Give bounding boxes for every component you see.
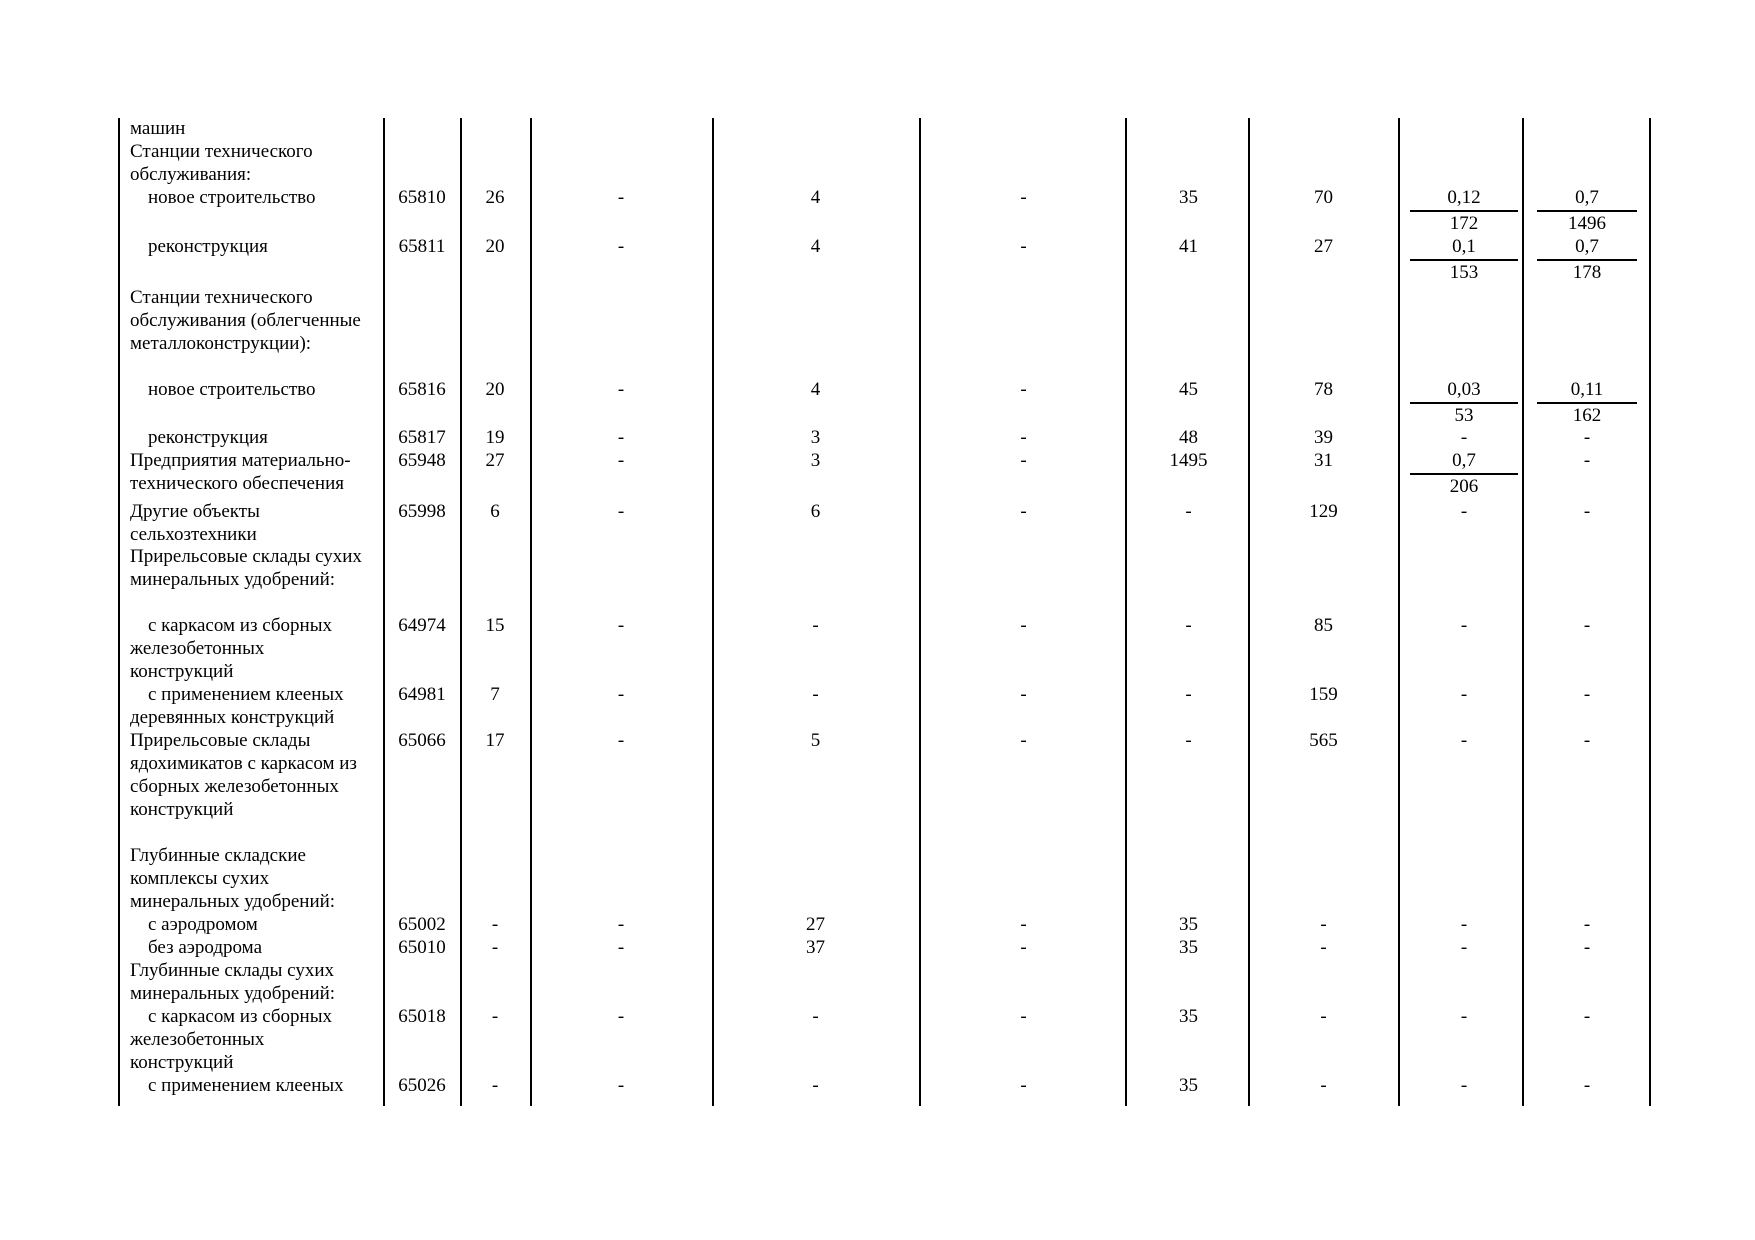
value-cell: - [1020, 937, 1027, 958]
value-cell: - [1460, 501, 1468, 522]
code-cell: 65002 [398, 914, 446, 935]
table-column-rule [383, 118, 385, 1106]
row-name: с каркасом из сборных железобетонных конструкций [130, 615, 332, 682]
value-cell: - [812, 1075, 819, 1096]
fraction-numerator: 0,1 [1410, 235, 1518, 261]
table-column-rule [1649, 118, 1651, 1106]
value-cell: - [1020, 501, 1027, 522]
value-cell: 31 [1314, 450, 1333, 471]
value-cell: 27 [1314, 236, 1333, 257]
fraction-denominator: 1496 [1568, 213, 1606, 234]
value-cell: - [1020, 450, 1027, 471]
value-cell: 70 [1314, 187, 1333, 208]
fraction-cell [1537, 378, 1637, 427]
value-cell: - [1460, 1075, 1468, 1096]
value-cell: 35 [1179, 937, 1198, 958]
table-column-rule [1125, 118, 1127, 1106]
row-name: Станции технического обслуживания (облегченные металлоконструкции): [130, 287, 361, 354]
code-cell: 65026 [398, 1075, 446, 1096]
row-name: новое строительство [148, 187, 316, 208]
value-cell: 26 [485, 187, 505, 208]
value-cell: - [1320, 1006, 1327, 1027]
value-cell: - [1583, 427, 1591, 448]
code-cell: 64974 [398, 615, 446, 636]
code-cell: 65066 [398, 730, 446, 751]
value-cell: - [1583, 450, 1591, 471]
value-cell: 129 [1309, 501, 1338, 522]
fraction-cell [1537, 186, 1637, 235]
table-column-rule [460, 118, 462, 1106]
value-cell: - [1583, 914, 1591, 935]
value-cell: 159 [1309, 684, 1338, 705]
fraction-denominator: 178 [1572, 262, 1602, 283]
value-cell: 19 [485, 427, 505, 448]
row-name: Прирельсовые склады ядохимикатов с каркасом из сборных железобетонных конструкций [130, 730, 357, 820]
value-cell: - [617, 615, 625, 636]
value-cell: - [1460, 937, 1468, 958]
value-cell: 37 [806, 937, 825, 958]
value-cell: - [617, 730, 625, 751]
value-cell: - [491, 937, 499, 958]
row-name: с применением клееных [148, 1075, 344, 1096]
table-column-rule [1398, 118, 1400, 1106]
row-name: Другие объекты сельхозтехники [130, 501, 260, 545]
value-cell: 35 [1179, 1075, 1198, 1096]
value-cell: 35 [1179, 914, 1198, 935]
table-column-rule [919, 118, 921, 1106]
value-cell: 78 [1314, 379, 1333, 400]
value-cell: - [1460, 427, 1468, 448]
fraction-denominator: 53 [1454, 405, 1474, 426]
value-cell: - [617, 427, 625, 448]
value-cell: - [617, 379, 625, 400]
code-cell: 65010 [398, 937, 446, 958]
value-cell: - [617, 501, 625, 522]
value-cell: - [491, 1075, 499, 1096]
row-name: с каркасом из сборных железобетонных конструкций [130, 1006, 332, 1073]
code-cell: 64981 [398, 684, 446, 705]
value-cell: - [1020, 379, 1027, 400]
value-cell: 45 [1179, 379, 1198, 400]
value-cell: - [617, 450, 625, 471]
row-name: Прирельсовые склады сухих минеральных удобрений: [130, 546, 362, 590]
value-cell: - [1020, 236, 1027, 257]
value-cell: - [617, 684, 625, 705]
value-cell: 41 [1179, 236, 1198, 257]
value-cell: - [1583, 1075, 1591, 1096]
value-cell: - [617, 236, 625, 257]
fraction-cell [1410, 235, 1518, 284]
value-cell: - [1583, 730, 1591, 751]
value-cell: - [617, 914, 625, 935]
code-cell: 65998 [398, 501, 446, 522]
value-cell: - [1020, 427, 1027, 448]
table-column-rule [118, 118, 120, 1106]
value-cell: - [617, 937, 625, 958]
row-name: Глубинные складские комплексы сухих минеральных удобрений: [130, 845, 336, 912]
value-cell: - [617, 1006, 625, 1027]
row-name: реконструкция [148, 427, 268, 448]
row-name: Станции технического обслуживания: [130, 141, 313, 185]
value-cell: - [1020, 1075, 1027, 1096]
value-cell: - [1583, 684, 1591, 705]
table-column-rule [1522, 118, 1524, 1106]
value-cell: 27 [806, 914, 825, 935]
value-cell: - [1185, 615, 1192, 636]
fraction-cell [1537, 235, 1637, 284]
code-cell: 65817 [398, 427, 446, 448]
fraction-numerator: 0,7 [1410, 449, 1518, 475]
row-name: Глубинные склады сухих минеральных удобрений: [130, 960, 336, 1004]
code-cell: 65810 [398, 187, 446, 208]
value-cell: - [1460, 684, 1468, 705]
fraction-denominator: 153 [1449, 262, 1479, 283]
value-cell: - [1460, 914, 1468, 935]
fraction-denominator: 172 [1449, 213, 1479, 234]
value-cell: 3 [810, 427, 821, 448]
value-cell: 35 [1179, 187, 1198, 208]
fraction-numerator: 0,7 [1537, 186, 1637, 212]
value-cell: 3 [810, 450, 821, 471]
fraction-numerator: 0,03 [1410, 378, 1518, 404]
value-cell: 48 [1179, 427, 1198, 448]
value-cell: 4 [810, 187, 821, 208]
row-name: новое строительство [148, 379, 316, 400]
value-cell: - [1020, 615, 1027, 636]
value-cell: 27 [485, 450, 505, 471]
fraction-denominator: 162 [1572, 405, 1602, 426]
row-name: машин [130, 118, 186, 139]
value-cell: - [1460, 1006, 1468, 1027]
value-cell: 15 [485, 615, 505, 636]
row-name: без аэродрома [148, 937, 263, 958]
value-cell: 4 [810, 236, 821, 257]
value-cell: 565 [1309, 730, 1338, 751]
value-cell: 7 [490, 684, 500, 705]
value-cell: - [1583, 615, 1591, 636]
fraction-numerator: 0,12 [1410, 186, 1518, 212]
value-cell: - [1320, 937, 1327, 958]
value-cell: - [1185, 730, 1192, 751]
code-cell: 65948 [398, 450, 446, 471]
code-cell: 65811 [398, 236, 446, 257]
value-cell: 17 [485, 730, 505, 751]
value-cell: - [812, 1006, 819, 1027]
value-cell: - [1020, 914, 1027, 935]
value-cell: - [1020, 684, 1027, 705]
value-cell: - [491, 914, 499, 935]
value-cell: 20 [485, 379, 505, 400]
value-cell: - [1320, 1075, 1327, 1096]
value-cell: 6 [490, 501, 500, 522]
row-name: с применением клееных деревянных конструкций [130, 684, 344, 728]
value-cell: - [1320, 914, 1327, 935]
table-column-rule [530, 118, 532, 1106]
value-cell: - [1583, 937, 1591, 958]
row-name: с аэродромом [148, 914, 258, 935]
value-cell: - [1020, 1006, 1027, 1027]
value-cell: - [1020, 187, 1027, 208]
value-cell: - [1583, 501, 1591, 522]
value-cell: 6 [810, 501, 821, 522]
value-cell: - [1020, 730, 1027, 751]
value-cell: 35 [1179, 1006, 1198, 1027]
value-cell: 5 [810, 730, 821, 751]
code-cell: 65018 [398, 1006, 446, 1027]
fraction-cell [1410, 186, 1518, 235]
fraction-denominator: 206 [1449, 476, 1479, 497]
value-cell: - [1460, 615, 1468, 636]
fraction-cell [1410, 378, 1518, 427]
code-cell: 65816 [398, 379, 446, 400]
fraction-numerator: 0,11 [1537, 378, 1637, 404]
value-cell: - [491, 1006, 499, 1027]
value-cell: - [1460, 730, 1468, 751]
value-cell: 39 [1314, 427, 1333, 448]
value-cell: 1495 [1169, 450, 1208, 471]
value-cell: - [812, 615, 819, 636]
value-cell: 20 [485, 236, 505, 257]
fraction-cell [1410, 449, 1518, 498]
value-cell: - [617, 187, 625, 208]
fraction-numerator: 0,7 [1537, 235, 1637, 261]
row-name: реконструкция [148, 236, 268, 257]
value-cell: - [1583, 1006, 1591, 1027]
value-cell: - [617, 1075, 625, 1096]
value-cell: - [1185, 684, 1192, 705]
row-name: Предприятия материально-технического обеспечения [130, 450, 351, 494]
value-cell: 4 [810, 379, 821, 400]
value-cell: 85 [1314, 615, 1333, 636]
value-cell: - [812, 684, 819, 705]
value-cell: - [1185, 501, 1192, 522]
table-column-rule [1248, 118, 1250, 1106]
